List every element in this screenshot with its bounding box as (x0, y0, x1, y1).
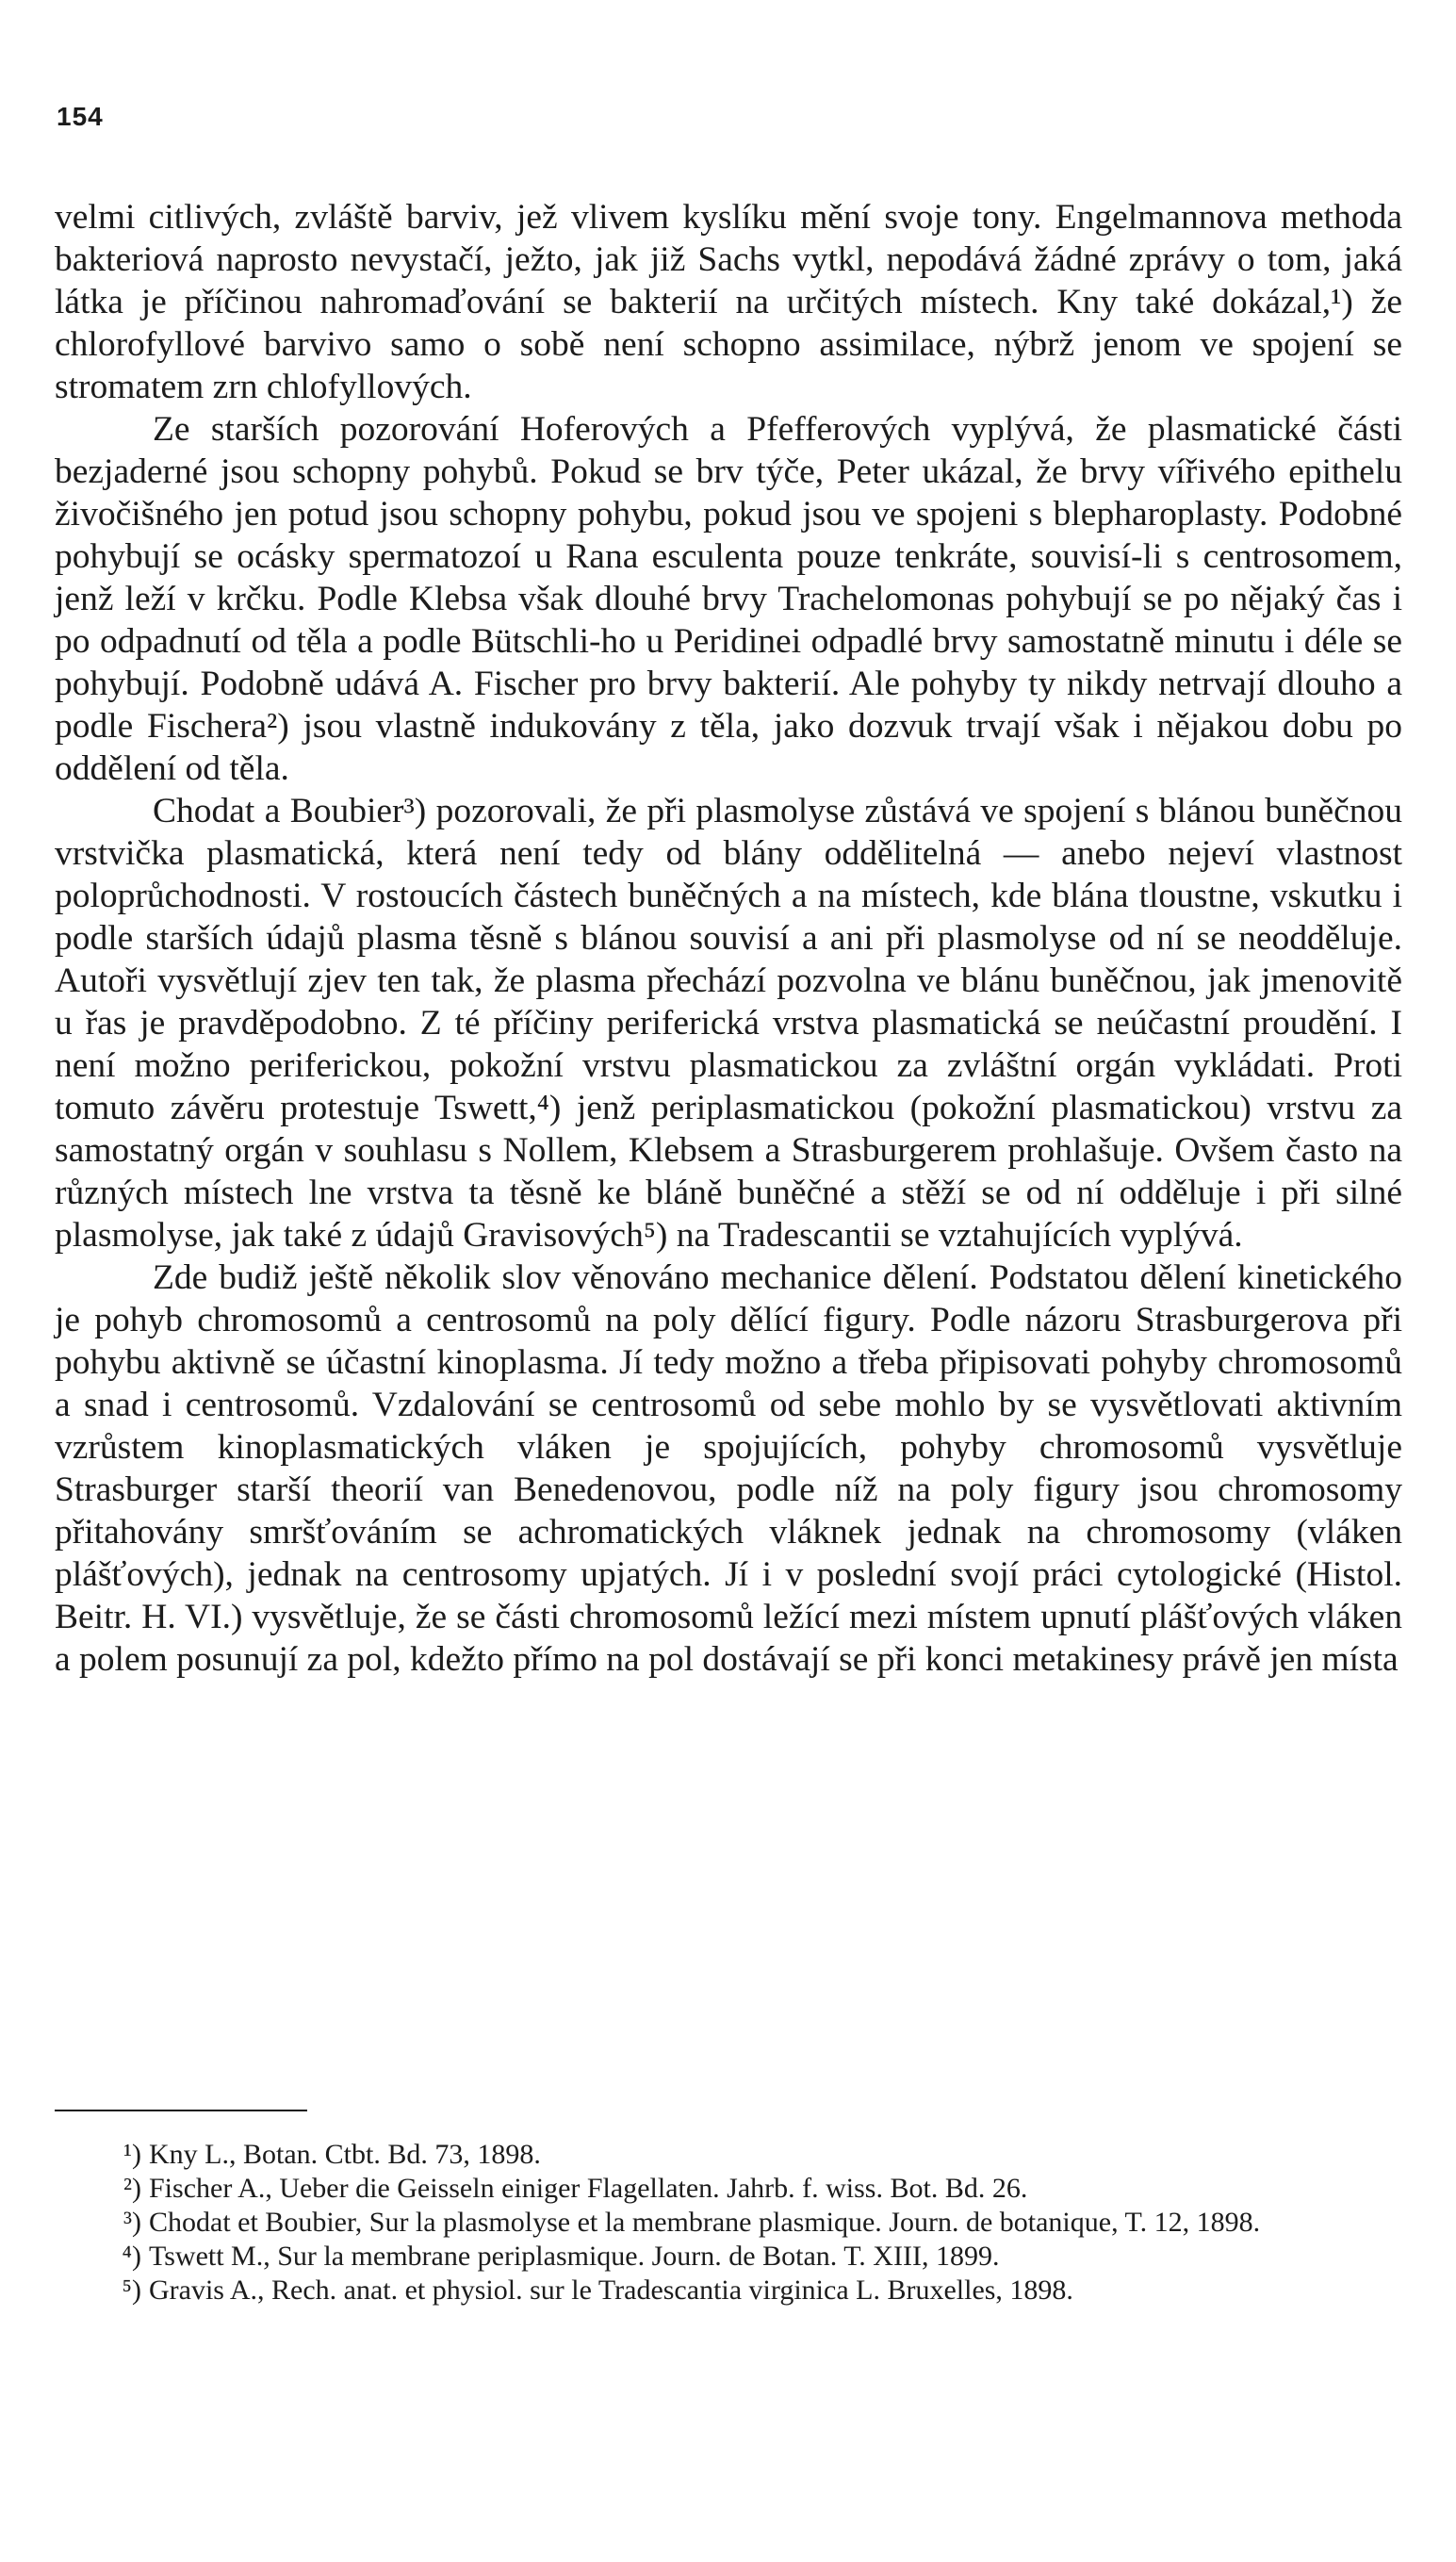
footnote-text: Tswett M., Sur la membrane periplasmique. Journ. de Botan. T. XIII, 1899. (149, 2241, 1000, 2272)
paragraph: Zde budiž ještě několik slov věnováno mechanice dělení. Podstatou dělení kinetického je pohyb chromosomů a centrosomů na poly dělící figury. Podle názoru Strasburgerova při pohybu aktivně se účastní kinoplasma. Jí tedy možno a třeba připisovati pohyby chromosomů a snad i centrosomů. Vzdalování se centrosomů od sebe mohlo by se vysvětlovati aktivním vzrůstem kinoplasmatických vláken je spojujících, pohyby chromosomů vysvětluje Strasburger starší theorií van Benedenovou, podle níž na poly figury jsou chromosomy přitahovány smršťováním se achromatických vláknek jednak na chromosomy (vláken plášťových), jednak na centrosomy upjatých. Jí i v poslední svojí práci cytologické (Histol. Beitr. H. VI.) vysvětluje, že se části chromosomů ležící mezi místem upnutí plášťových vláken a polem posunují za pol, kdežto přímo na pol dostávají se při konci metakinesy právě jen místa (55, 1258, 1402, 1679)
footnote-mark: ¹) (123, 2139, 141, 2170)
footnote (55, 2274, 1402, 2307)
footnote (55, 2138, 1402, 2172)
footnotes (55, 2138, 1402, 2307)
paragraph: velmi citlivých, zvláště barviv, jež vlivem kyslíku mění svoje tony. Engelmannova methoda bakteriová naprosto nevystačí, ježto, jak již Sachs vytkl, nepodává žádné zprávy o tom, jaká látka je příčinou nahromaďování se bakterií na určitých místech. Kny také dokázal,¹) že chlorofyllové barvivo samo o sobě není schopno assimilace, nýbrž jenom ve spojení se stromatem zrn chlofyllových. (55, 198, 1402, 406)
paragraph: Chodat a Boubier³) pozorovali, že při plasmolyse zůstává ve spojení s blánou buněčnou vrstvička plasmatická, která není tedy od blány oddělitelná — anebo nejeví vlastnost poloprůchodnosti. V rostoucích částech buněčných a na místech, kde blána tloustne, vskutku i podle starších údajů plasma těsně s blánou souvisí a ani při plasmolyse od ní se neodděluje. Autoři vysvětlují zjev ten tak, že plasma přechází pozvolna ve blánu buněčnou, jak jmenovitě u řas je pravděpodobno. Z té příčiny periferická vrstva plasmatická se neúčastní proudění. I není možno periferickou, pokožní vrstvu plasmatickou za zvláštní orgán vykládati. Proti tomuto závěru protestuje Tswett,⁴) jenž periplasmatickou (pokožní plasmatickou) vrstvu za samostatný orgán v souhlasu s Nollem, Klebsem a Strasburgerem prohlašuje. Ovšem často na různých místech lne vrstva ta těsně ke bláně buněčné a stěží se od ní odděluje i při silné plasmolyse, jak také z údajů Gravisových⁵) na Tradescantii se vztahujících vyplývá. (55, 792, 1402, 1255)
footnote-text: Fischer A., Ueber die Geisseln einiger Flagellaten. Jahrb. f. wiss. Bot. Bd. 26. (149, 2173, 1028, 2204)
footnote-text: Kny L., Botan. Ctbt. Bd. 73, 1898. (149, 2139, 541, 2170)
footnote-mark: ²) (123, 2173, 141, 2204)
footnote (55, 2240, 1402, 2274)
footnote (55, 2172, 1402, 2206)
footnote-text: Chodat et Boubier, Sur la plasmolyse et la membrane plasmique. Journ. de botanique, T. 12, 1898. (149, 2207, 1261, 2238)
footnote-mark: ⁵) (122, 2275, 141, 2306)
footnote-separator (55, 2110, 307, 2111)
body-text (55, 196, 1402, 1681)
footnote-mark: ⁴) (122, 2241, 141, 2272)
page-number: 154 (57, 102, 104, 131)
paragraph: Ze starších pozorování Hoferových a Pfefferových vyplývá, že plasmatické části bezjaderné jsou schopny pohybů. Pokud se brv týče, Peter ukázal, že brvy vířivého epithelu živočišného jen potud jsou schopny pohybu, pokud jsou ve spojeni s blepharoplasty. Podobné pohybují se ocásky spermatozoí u Rana esculenta pouze tenkráte, souvisí-li s centrosomem, jenž leží v krčku. Podle Klebsa však dlouhé brvy Trachelomonas pohybují se po nějaký čas i po odpadnutí od těla a podle Bütschli-ho u Peridinei odpadlé brvy samostatně minutu i déle se pohybují. Podobně udává A. Fischer pro brvy bakterií. Ale pohyby ty nikdy netrvají dlouho a podle Fischera²) jsou vlastně indukovány z těla, jako dozvuk trvají však i nějakou dobu po oddělení od těla. (55, 410, 1402, 788)
footnote-text: Gravis A., Rech. anat. et physiol. sur le Tradescantia virginica L. Bruxelles, 1898. (149, 2275, 1073, 2306)
footnote (55, 2206, 1402, 2240)
footnote-mark: ³) (123, 2207, 141, 2238)
